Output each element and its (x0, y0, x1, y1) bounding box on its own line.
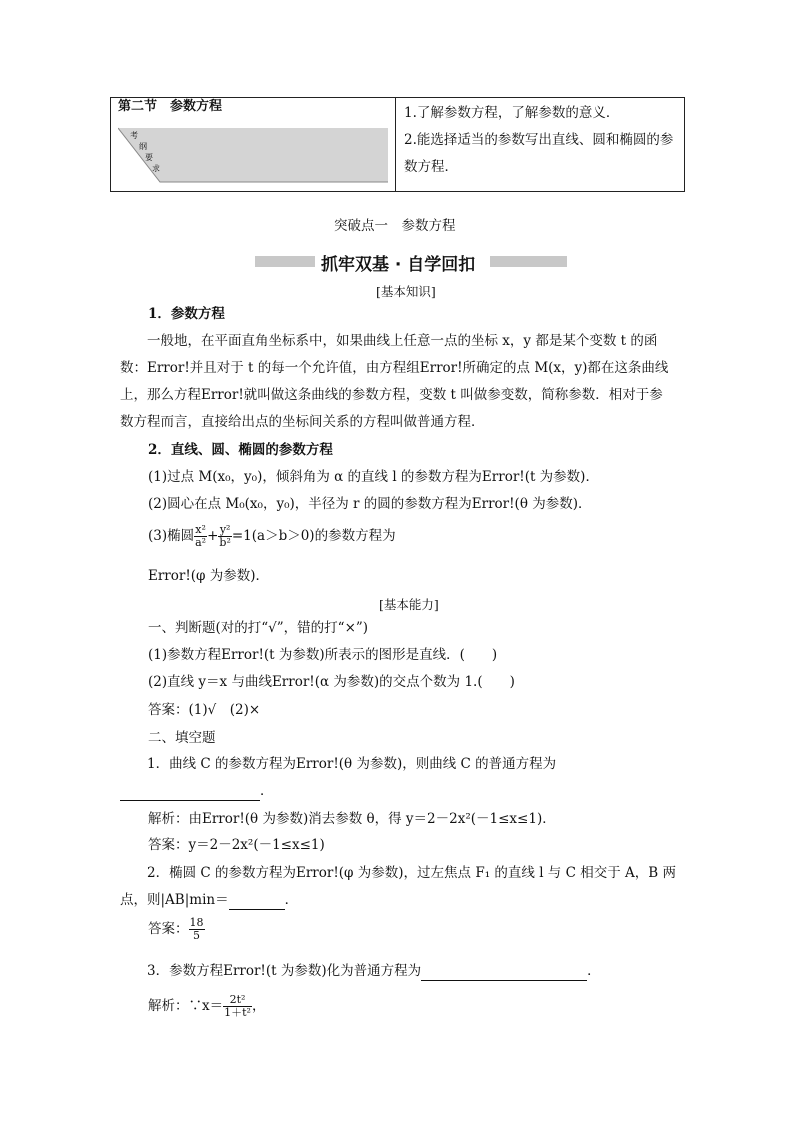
fill3-solution-den: 1＋t² (224, 1006, 251, 1019)
eq3 (148, 524, 396, 549)
eq3-post: =1(a＞b＞0)的参数方程为 (231, 528, 396, 544)
fill3-solution-pre: 解析：∵x＝ (148, 998, 224, 1014)
eq3-f2-den: b² (219, 536, 231, 549)
p1-line3: 上，那么方程Error!就叫做这条曲线的参数方程，变数 t 叫做参变数，简称参数．相对于参 (120, 387, 663, 403)
section-label: 第二节 参数方程 (118, 99, 223, 114)
tab-char-3: 要 (145, 153, 153, 162)
fill3-solution-fraction (223, 994, 252, 1019)
fill2-answer (148, 917, 205, 942)
point-title: 突破点一 参数方程 (334, 218, 456, 234)
q1-heading: 一、判断题(对的打“√”，错的打“×”) (148, 620, 369, 636)
fill1-line1: 1．曲线 C 的参数方程为Error!(θ 为参数)，则曲线 C 的普通方程为 (147, 756, 557, 772)
fill3-line1-text: 3．参数方程Error!(t 为参数)化为普通方程为 (147, 963, 422, 979)
banner (255, 252, 567, 275)
fill2-answer-num: 18 (189, 916, 204, 929)
tab-char-2: 纲 (139, 142, 147, 151)
basic-ability-heading: [基本能力] (379, 597, 439, 612)
fill1-solution: 解析：由Error!(θ 为参数)消去参数 θ，得 y＝2－2x²(－1≤x≤1)． (148, 811, 556, 827)
requirement-2-line1: 2.能选择适当的参数写出直线、圆和椭圆的参 (404, 132, 674, 148)
fill1-answer-blank: ． (120, 782, 274, 801)
fill2-answer-den: 5 (193, 929, 200, 942)
banner-text: 抓牢双基 · 自学回扣 (321, 255, 476, 275)
s1-heading: 1．参数方程 (148, 306, 225, 322)
p1-line2: 数：Error!并且对于 t 的每一个允许值，由方程组Error!所确定的点 M(x，y)都在这条曲线 (120, 360, 669, 376)
basic-knowledge-heading: [基本知识] (376, 284, 436, 299)
fill3-line1: 3．参数方程Error!(t 为参数)化为普通方程为 ． (147, 963, 601, 979)
fill2-answer-label: 答案： (148, 921, 189, 937)
fill2-line2: 点，则|AB|min＝ ． (120, 892, 299, 908)
eq3-f1-num: x² (195, 523, 206, 536)
eq3-plus: + (207, 528, 219, 544)
requirement-1: 1.了解参数方程，了解参数的意义． (404, 105, 620, 121)
q1-item-1: (1)参数方程Error!(t 为参数)所表示的图形是直线．( ) (148, 647, 498, 663)
requirement-tab-shape (118, 124, 390, 186)
fill3-solution-post: ， (251, 998, 266, 1014)
tab-char-4: 求 (152, 164, 160, 173)
header-table-divider (395, 97, 396, 192)
requirement-2-line2: 数方程． (404, 159, 458, 175)
q1-item-2: (2)直线 y＝x 与曲线Error!(α 为参数)的交点个数为 1.( ) (148, 674, 515, 690)
tab-char-1: 考 (130, 131, 138, 140)
q1-answer: 答案：(1)√ (2)× (148, 702, 261, 718)
eq2: (2)圆心在点 M₀(x₀，y₀)，半径为 r 的圆的参数方程为Error!(θ 为参数)． (148, 496, 592, 512)
eq3-f1-den: a² (195, 536, 207, 549)
eq3-line2: Error!(φ 为参数)． (148, 568, 270, 584)
eq3-pre: (3)椭圆 (148, 528, 195, 544)
banner-right-bar (490, 256, 567, 267)
eq3-fraction-y (218, 524, 231, 549)
fill2-answer-fraction (189, 917, 205, 942)
fill3-solution (148, 994, 265, 1019)
p1-line1: 一般地，在平面直角坐标系中，如果曲线上任意一点的坐标 x，y 都是某个变数 t 的函 (147, 333, 658, 349)
fill3-solution-num: 2t² (223, 994, 252, 1007)
s2-heading: 2．直线、圆、椭圆的参数方程 (148, 442, 333, 458)
requirement-tab (118, 124, 390, 186)
eq3-fraction-x (194, 524, 207, 549)
fill2-line1: 2．椭圆 C 的参数方程为Error!(φ 为参数)，过左焦点 F₁ 的直线 l 与 C 相交于 A，B 两 (147, 865, 676, 881)
fill2-line2-text: 点，则|AB|min＝ (120, 892, 229, 908)
p1-line4: 数方程而言，直接给出点的坐标间关系的方程叫做普通方程． (120, 414, 485, 430)
eq1: (1)过点 M(x₀，y₀)，倾斜角为 α 的直线 l 的参数方程为Error!(t 为参数)． (148, 469, 599, 485)
banner-left-bar (255, 256, 315, 267)
fill1-answer: 答案：y＝2－2x²(－1≤x≤1) (148, 837, 325, 853)
q2-heading: 二、填空题 (148, 730, 216, 746)
eq3-f2-num: y² (219, 523, 231, 536)
